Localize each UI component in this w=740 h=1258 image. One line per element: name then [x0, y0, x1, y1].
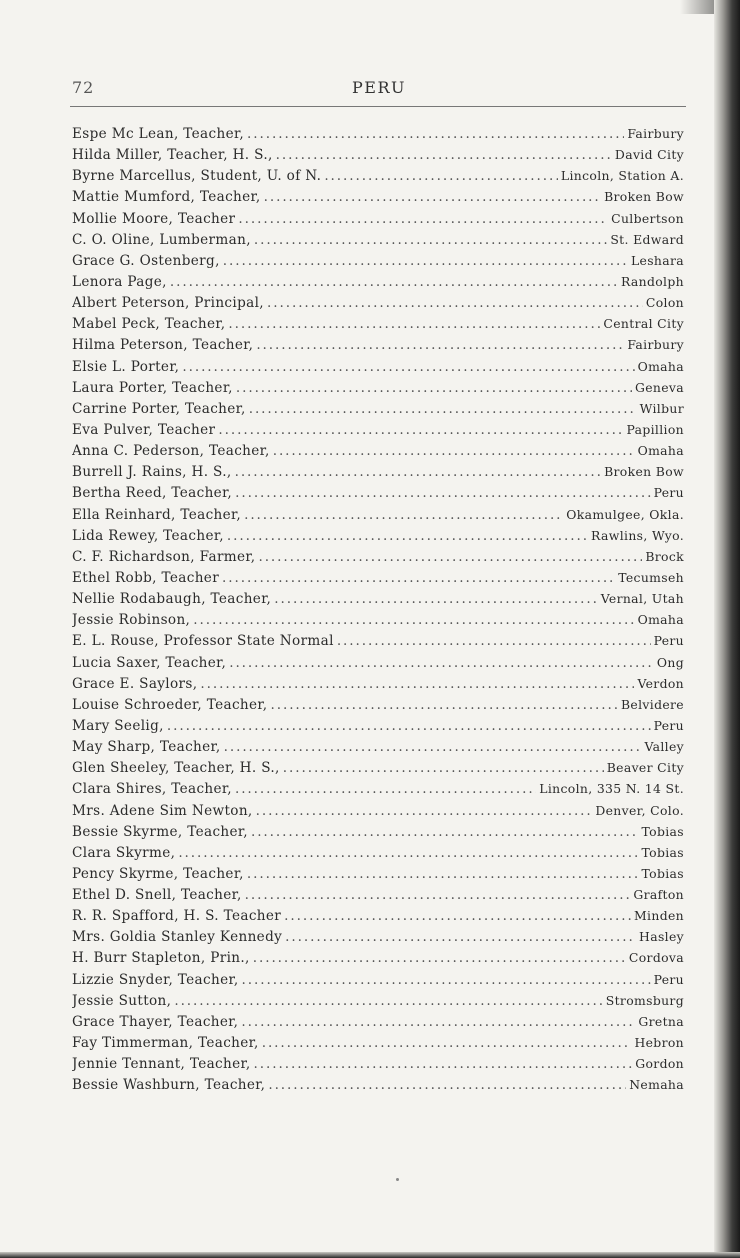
entry-place: Beaver City [606, 760, 684, 776]
dot-leader [276, 147, 612, 163]
directory-entry [72, 359, 684, 380]
entry-name: Jennie Tennant, Teacher, [72, 1056, 251, 1073]
directory-entry [72, 781, 684, 802]
entry-place: Peru [653, 633, 684, 649]
entry-name: Mary Seelig, [72, 717, 164, 734]
directory-entry [72, 972, 684, 993]
entry-name: Mabel Peck, Teacher, [72, 316, 226, 333]
dot-leader [223, 253, 628, 269]
entry-place: Nemaha [629, 1077, 684, 1093]
directory-entry [72, 887, 684, 908]
entry-name: C. O. Oline, Lumberman, [72, 231, 251, 248]
directory-entry [72, 845, 684, 866]
directory-entry [72, 147, 684, 168]
dot-leader [254, 232, 607, 248]
directory-entry [72, 993, 684, 1014]
directory-entry [72, 824, 684, 845]
entry-place: Grafton [633, 887, 684, 903]
entry-place: Fairbury [627, 337, 684, 353]
entry-name: Hilda Miller, Teacher, H. S., [72, 147, 273, 164]
entry-name: Albert Peterson, Principal, [72, 295, 264, 312]
dot-leader [238, 211, 608, 227]
entry-name: Clara Skyrme, [72, 844, 176, 861]
directory-entry [72, 211, 684, 232]
entry-name: Mollie Moore, Teacher [72, 210, 236, 227]
entry-place: Denver, Colo. [595, 802, 684, 818]
dot-leader [193, 612, 634, 628]
entry-place: Leshara [630, 252, 684, 268]
entry-name: Lida Rewey, Teacher, [72, 527, 224, 544]
entry-name: Lucia Saxer, Teacher, [72, 654, 227, 671]
directory-entry [72, 126, 684, 147]
dot-leader [337, 633, 651, 649]
entry-name: Nellie Rodabaugh, Teacher, [72, 591, 272, 608]
directory-entry [72, 1035, 684, 1056]
directory-entry [72, 443, 684, 464]
entry-name: Grace G. Ostenberg, [72, 252, 220, 269]
entry-name: H. Burr Stapleton, Prin., [72, 950, 250, 967]
entry-place: Peru [653, 717, 684, 733]
entry-name: Ethel Robb, Teacher [72, 569, 220, 586]
dot-leader [267, 295, 643, 311]
directory-entry [72, 422, 684, 443]
entry-name: Mrs. Goldia Stanley Kennedy [72, 929, 283, 946]
directory-entry [72, 591, 684, 612]
dot-leader [224, 739, 642, 755]
entry-place: David City [614, 147, 684, 163]
entry-place: Tobias [641, 844, 684, 860]
entry-place: Omaha [637, 443, 684, 459]
directory-entry [72, 929, 684, 950]
binding-edge-shadow [714, 0, 740, 1258]
entry-place: Geneva [634, 379, 684, 395]
entry-place: Verdon [637, 675, 684, 691]
directory-entry [72, 232, 684, 253]
entry-place: Tobias [641, 865, 684, 881]
directory-entry [72, 950, 684, 971]
entry-place: Lincoln, 335 N. 14 St. [539, 781, 684, 797]
entry-place: Wilbur [639, 400, 684, 416]
dot-leader [249, 401, 637, 417]
entry-place: Stromsburg [605, 992, 684, 1008]
entry-name: Byrne Marcellus, Student, U. of N. [72, 168, 322, 185]
dot-leader [222, 570, 615, 586]
entry-place: Belvidere [620, 696, 684, 712]
directory-entry [72, 274, 684, 295]
directory-entry [72, 168, 684, 189]
entry-place: Tecumseh [618, 569, 684, 585]
entry-name: Grace E. Saylors, [72, 675, 198, 692]
entry-place: Ong [656, 654, 684, 670]
dot-leader [227, 528, 588, 544]
entry-name: E. L. Rouse, Professor State Normal [72, 633, 334, 650]
dot-leader [256, 803, 593, 819]
directory-entry [72, 739, 684, 760]
directory-entry [72, 655, 684, 676]
entry-name: Lizzie Snyder, Teacher, [72, 971, 239, 988]
stray-ink-mark [396, 1178, 399, 1181]
entry-name: Clara Shires, Teacher, [72, 781, 232, 798]
entry-name: Pency Skyrme, Teacher, [72, 865, 244, 882]
entry-name: R. R. Spafford, H. S. Teacher [72, 908, 282, 925]
dot-leader [228, 316, 600, 332]
entry-place: Gordon [635, 1056, 684, 1072]
directory-entry [72, 676, 684, 697]
directory-entry [72, 803, 684, 824]
entry-name: Espe Mc Lean, Teacher, [72, 126, 244, 142]
dot-leader [273, 443, 635, 459]
entry-name: Fay Timmerman, Teacher, [72, 1035, 259, 1052]
directory-entry [72, 908, 684, 929]
entry-name: Mattie Mumford, Teacher, [72, 189, 261, 206]
entry-place: Randolph [620, 273, 684, 289]
directory-entry [72, 866, 684, 887]
directory-list [72, 126, 684, 1098]
entry-place: Rawlins, Wyo. [591, 527, 684, 543]
entry-place: Brock [645, 548, 684, 564]
entry-name: Bessie Skyrme, Teacher, [72, 823, 248, 840]
dot-leader [170, 274, 618, 290]
entry-name: Mrs. Adene Sim Newton, [72, 802, 253, 819]
entry-place: St. Edward [610, 231, 684, 247]
dot-leader [284, 908, 631, 924]
dot-leader [200, 676, 634, 692]
page-number: 72 [72, 78, 95, 97]
entry-name: Anna C. Pederson, Teacher, [72, 443, 270, 460]
dot-leader [235, 781, 536, 797]
entry-name: Hilma Peterson, Teacher, [72, 337, 254, 354]
running-title: PERU [352, 78, 406, 97]
entry-name: Louise Schroeder, Teacher, [72, 696, 268, 713]
directory-entry [72, 1077, 684, 1098]
entry-name: C. F. Richardson, Farmer, [72, 548, 256, 565]
entry-place: Broken Bow [604, 464, 684, 480]
entry-name: Glen Sheeley, Teacher, H. S., [72, 760, 280, 777]
dot-leader [235, 485, 650, 501]
dot-leader [258, 549, 642, 565]
dot-leader [262, 1035, 632, 1051]
dot-leader [245, 887, 631, 903]
entry-place: Omaha [637, 612, 684, 628]
dot-leader [235, 464, 602, 480]
dot-leader [253, 950, 626, 966]
dot-leader [167, 718, 651, 734]
entry-place: Valley [644, 739, 684, 755]
directory-entry [72, 612, 684, 633]
entry-name: Jessie Sutton, [72, 992, 172, 1009]
directory-entry [72, 485, 684, 506]
dot-leader [218, 422, 623, 438]
directory-entry [72, 189, 684, 210]
dot-leader [264, 189, 601, 205]
entry-place: Lincoln, Station A. [560, 168, 684, 184]
directory-entry [72, 570, 684, 591]
directory-entry [72, 697, 684, 718]
dot-leader [268, 1077, 626, 1093]
dot-leader [229, 655, 654, 671]
directory-entry [72, 337, 684, 358]
entry-place: Culbertson [611, 210, 684, 226]
entry-place: Cordova [628, 950, 684, 966]
dot-leader [324, 168, 558, 184]
directory-entry [72, 549, 684, 570]
entry-place: Fairbury [627, 126, 684, 141]
entry-name: Eva Pulver, Teacher [72, 421, 216, 438]
directory-entry [72, 316, 684, 337]
dot-leader [247, 126, 624, 142]
directory-entry [72, 295, 684, 316]
dot-leader [270, 697, 617, 713]
entry-place: Vernal, Utah [600, 591, 684, 607]
entry-name: Ella Reinhard, Teacher, [72, 506, 242, 523]
entry-place: Omaha [637, 358, 684, 374]
entry-place: Okamulgee, Okla. [566, 506, 684, 522]
entry-name: Laura Porter, Teacher, [72, 379, 233, 396]
entry-name: Ethel D. Snell, Teacher, [72, 887, 242, 904]
dot-leader [174, 993, 602, 1009]
dot-leader [182, 359, 634, 375]
directory-entry [72, 718, 684, 739]
entry-name: Elsie L. Porter, [72, 358, 180, 375]
entry-place: Colon [645, 295, 684, 311]
directory-entry [72, 760, 684, 781]
entry-name: Grace Thayer, Teacher, [72, 1013, 239, 1030]
entry-place: Broken Bow [604, 189, 684, 205]
dot-leader [274, 591, 598, 607]
entry-place: Hasley [639, 929, 684, 945]
dot-leader [256, 337, 624, 353]
dot-leader [242, 972, 651, 988]
entry-name: Bertha Reed, Teacher, [72, 485, 233, 502]
entry-place: Papillion [626, 421, 684, 437]
dot-leader [251, 824, 639, 840]
dot-leader [236, 380, 632, 396]
dot-leader [244, 507, 563, 523]
dot-leader [178, 845, 638, 861]
directory-entry [72, 380, 684, 401]
directory-entry [72, 253, 684, 274]
directory-entry [72, 464, 684, 485]
entry-name: Jessie Robinson, [72, 612, 191, 629]
entry-name: May Sharp, Teacher, [72, 739, 221, 756]
dot-leader [254, 1056, 633, 1072]
directory-entry [72, 1014, 684, 1035]
entry-place: Central City [603, 316, 684, 332]
page-header [72, 78, 686, 102]
dot-leader [285, 929, 636, 945]
entry-place: Tobias [641, 823, 684, 839]
bottom-edge-shadow [0, 1252, 740, 1258]
entry-place: Minden [634, 908, 684, 924]
directory-entry [72, 633, 684, 654]
directory-entry [72, 528, 684, 549]
entry-name: Bessie Washburn, Teacher, [72, 1077, 266, 1094]
entry-name: Burrell J. Rains, H. S., [72, 464, 232, 481]
dot-leader [247, 866, 639, 882]
entry-name: Carrine Porter, Teacher, [72, 400, 246, 417]
entry-place: Gretna [638, 1013, 684, 1029]
dot-leader [283, 760, 604, 776]
directory-entry [72, 401, 684, 422]
entry-place: Peru [653, 971, 684, 987]
directory-entry [72, 1056, 684, 1077]
dot-leader [241, 1014, 635, 1030]
directory-entry [72, 507, 684, 528]
header-rule [70, 106, 686, 107]
entry-name: Lenora Page, [72, 273, 167, 290]
entry-place: Peru [653, 485, 684, 501]
entry-place: Hebron [634, 1035, 684, 1051]
